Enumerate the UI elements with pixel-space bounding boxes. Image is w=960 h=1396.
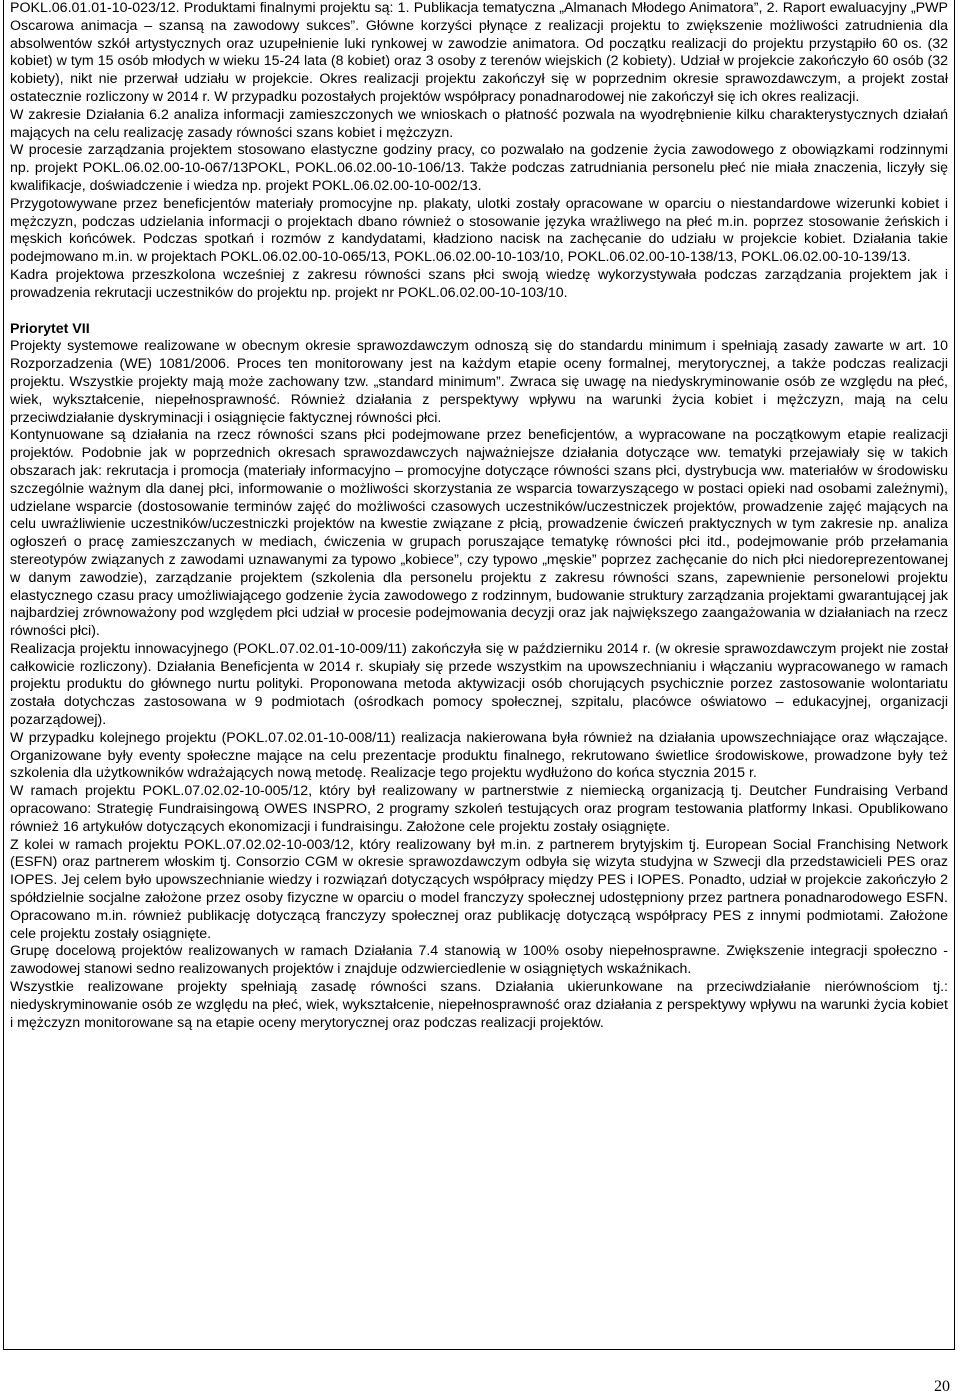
paragraph: Kontynuowane są działania na rzecz równości szans płci podejmowane przez beneficjentów, a wypracowane na początkowym etapie realizacji projektów. Podobnie jak w poprzednich okresach sprawozdawczych najważniejsze działania dotyczące ww. tematyki przejawiały się w takich obszarach jak: rekrutacja i promocja (materiały informacyjno – promocyjne dotyczące równości szans płci, dystrybucja ww. materiałów w środowisku szczególnie ważnym dla danej płci, informowanie o możliwości skorzystania ze wsparcia towarzyszącego w postaci opieki nad osobami zależnymi), udzielane wsparcie (dostosowanie terminów zajęć do możliwości czasowych uczestników/uczestniczek projektów, prowadzenie zajęć mających na celu uwrażliwienie uczestników/uczestniczki projektów na kwestie związane z płcią, prowadzenie ćwiczeń praktycznych w tym zakresie np. analiza ogłoszeń o pracę zamieszczanych w mediach, ćwiczenia w grupach poruszające tematykę równości płci itd., podejmowanie prób przełamania stereotypów związanych z zawodami uznawanymi za typowo „kobiece”, czy typowo „męskie” poprzez zachęcanie do nich płci niedoreprezentowanej w danym zawodzie), zarządzanie projektem (szkolenia dla personelu projektu z zakresu równości szans, zapewnienie personelowi projektu elastycznego czasu pracy umożliwiającego godzenie życia zawodowego z rodzinnym, budowanie struktury zarządzania projektami gwarantującej jak najbardziej zrównoważony pod względem płci udział w procesie podejmowania decyzji oraz jak największego zaangażowania w działaniach na rzecz równości płci). xyxy=(10,427,948,640)
paragraph: W ramach projektu POKL.07.02.02-10-005/12, który był realizowany w partnerstwie z niemiecką organizacją tj. Deutcher Fundraising Verband opracowano: Strategię Fundraisingową OWES INSPRO, 2 programy szkoleń testujących oraz program testowania platformy Inkasi. Opublikowano również 16 artykułów dotyczących ekonomizacji i fundraisingu. Założone cele projektu zostały osiągnięte. xyxy=(10,783,948,835)
page-number: 20 xyxy=(934,1378,950,1395)
paragraph: Wszystkie realizowane projekty spełniają zasadę równości szans. Działania ukierunkowane na przeciwdziałanie nierównościom tj.: niedyskryminowanie osób ze względu na płeć, wiek, wykształcenie, niepełnosprawność oraz działania z perspektywy wpływu na warunki życia kobiet i mężczyzn monitorowane są na etapie oceny merytorycznej oraz podczas realizacji projektów. xyxy=(10,979,948,1031)
paragraph: POKL.06.01.01-10-023/12. Produktami finalnymi projektu są: 1. Publikacja tematyczna „Almanach Młodego Animatora”, 2. Raport ewaluacyjny „PWP Oscarowa animacja – szansą na zawodowy sukces”. Główne korzyści płynące z realizacji projektu to zwiększenie możliwości zatrudnienia dla absolwentów szkół artystycznych oraz uzupełnienie luki rynkowej w zawodzie animatora. Od początku realizacji do projektu przystąpiło 60 os. (32 kobiet) w tym 15 osób młodych w wieku 15-24 lata (8 kobiet) oraz 3 osoby z terenów wiejskich (2 kobiety). Udział w projekcie zakończyło 60 osób (32 kobiety), nikt nie przerwał udziału w projekcie. Okres realizacji projektu zakończył się w poprzednim okresie sprawozdawczym, a projekt został ostatecznie rozliczony w 2014 r. W przypadku pozostałych projektów współpracy ponadnarodowej nie zakończył się ich okres realizacji. xyxy=(10,0,948,105)
paragraph: Z kolei w ramach projektu POKL.07.02.02-10-003/12, który realizowany był m.in. z partnerem brytyjskim tj. European Social Franchising Network (ESFN) oraz partnerem włoskim tj. Consorzio CGM w okresie sprawozdawczym odbyła się wizyta studyjna w Szwecji dla przedstawicieli PES oraz IOPES. Jej celem było upowszechnianie wiedzy i rozwiązań dotyczących współpracy między PES i IOPES. Ponadto, udział w projekcie zakończyło 2 spółdzielnie socjalne założone przez osoby fizyczne w oparciu o model franczyzy społecznej udostępniony przez partnera ponadnarodowego ESFN. Opracowano m.in. również publikację dotyczącą franczyzy społecznej oraz publikację dotyczącą współpracy PES z innymi podmiotami. Założone cele projektu zostały osiągnięte. xyxy=(10,836,948,942)
document-body xyxy=(10,0,948,1032)
paragraph: W przypadku kolejnego projektu (POKL.07.02.01-10-008/11) realizacja nakierowana była również na działania upowszechniające oraz włączające. Organizowane były eventy społeczne mające na celu prezentacje produktu finalnego, rekrutowano świetlice środowiskowe, prowadzone były też szkolenia dla użytkowników wdrażających nową metodę. Realizacje tego projektu wydłużono do końca stycznia 2015 r. xyxy=(10,729,948,782)
spacer xyxy=(10,303,948,321)
paragraph: W zakresie Działania 6.2 analiza informacji zamieszczonych we wnioskach o płatność pozwala na wyodrębnienie kilku charakterystycznych działań mających na celu realizację zasady równości szans kobiet i mężczyzn. xyxy=(10,106,948,141)
paragraph: W procesie zarządzania projektem stosowano elastyczne godziny pracy, co pozwalało na godzenie życia zawodowego z obowiązkami rodzinnymi np. projekt POKL.06.02.00-10-067/13POKL, POKL.06.02.00-10-106/13. Także podczas zatrudniania personelu płeć nie miała znaczenia, liczyły się kwalifikacje, doświadczenie i wiedza np. projekt POKL.06.02.00-10-002/13. xyxy=(10,142,948,194)
section-heading: Priorytet VII xyxy=(10,320,90,337)
paragraph: Kadra projektowa przeszkolona wcześniej z zakresu równości szans płci swoją wiedzę wykorzystywała podczas zarządzania projektem jak i prowadzenia rekrutacji uczestników do projektu np. projekt nr POKL.06.02.00-10-103/10. xyxy=(10,266,948,301)
paragraph: Grupę docelową projektów realizowanych w ramach Działania 7.4 stanowią w 100% osoby niepełnosprawne. Zwiększenie integracji społeczno - zawodowej stanowi sedno realizowanych projektów i znajduje odzwierciedlenie w osiągniętych wskaźnikach. xyxy=(10,943,948,978)
paragraph: Przygotowywane przez beneficjentów materiały promocyjne np. plakaty, ulotki zostały opracowane w oparciu o niestandardowe wizerunki kobiet i mężczyzn, podczas udzielania informacji o projektach dbano również o stosowanie języka wrażliwego na płeć m.in. poprzez stosowanie żeńskich i męskich końcówek. Podczas spotkań i rozmów z kandydatami, kładziono nacisk na zachęcanie do udziału w projekcie kobiet. Działania takie podejmowano m.in. w projektach POKL.06.02.00-10-065/13, POKL.06.02.00-10-103/10, POKL.06.02.00-10-138/13, POKL.06.02.00-10-139/13. xyxy=(10,195,948,266)
paragraph: Projekty systemowe realizowane w obecnym okresie sprawozdawczym odnoszą się do standardu minimum i spełniają zasady zawarte w art. 10 Rozporzadzenia (WE) 1081/2006. Proces ten monitorowany jest na każdym etapie oceny formalnej, merytorycznej, a także podczas realizacji projektu. Wszystkie projekty mają może zachowany tzw. „standard minimum”. Zwraca się uwagę na niedyskryminowanie osób ze względu na płeć, wiek, wykształcenie, niepełnosprawność. Również działania z perspektywy wpływu na warunki życia kobiet i mężczyzn, mają na celu przeciwdziałanie dyskryminacji i osiągnięcie faktycznej równości płci. xyxy=(10,338,948,426)
paragraph: Realizacja projektu innowacyjnego (POKL.07.02.01-10-009/11) zakończyła się w październiku 2014 r. (w okresie sprawozdawczym projekt nie został całkowicie rozliczony). Działania Beneficjenta w 2014 r. skupiały się przede wszystkim na upowszechnianiu i włączaniu wypracowanego w ramach projektu produktu do głównego nurtu polityki. Proponowana metoda aktywizacji osób chorujących psychicznie porzez zastosowanie wolontariatu została dotychczas zastosowana w 9 podmiotach (ośrodkach pomocy społecznej, szpitalu, placówce oświatowo – edukacyjnej, organizacji pozarządowej). xyxy=(10,640,948,729)
